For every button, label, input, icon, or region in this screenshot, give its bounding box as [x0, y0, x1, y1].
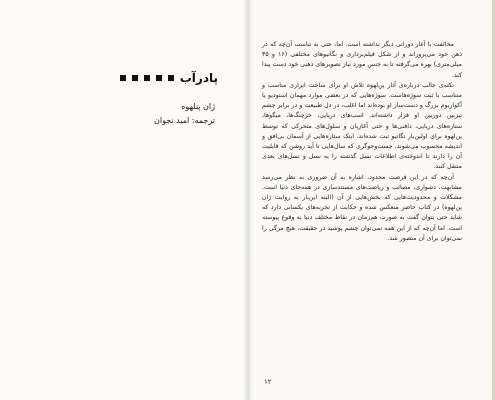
- paragraph: مخالفت با آغاز دورانی دیگر نداشته است. اما، حتی به تناسب آن‌چه که در ذهن خود می‌پروراند و از شکل فیلم‌برداری و نگاتیوهای مختلفی (۱۶ و ۳۵ میلی‌متری) بهره می‌گرفته تا به جنس مورد نیاز تصویرهای ذهنی خود دست پیدا کند.: [262, 41, 462, 79]
- body-text: [262, 40, 462, 244]
- square-ornament-icon: [132, 75, 138, 81]
- page-number: ۱۲: [264, 378, 272, 386]
- left-page: [0, 0, 247, 400]
- book-gutter: [243, 0, 253, 400]
- square-ornament-icon: [120, 75, 126, 81]
- paragraph: نکته‌ی جالب درباره‌ی آثار پن‌لهوه تلاش او برای ساخت ابزاری مناسب و متناسب با ثبت سوژه‌هاست. سوژه‌هایی که در بعضی موارد مهمان استودیو یا آکواریوم بزرگ و دست‌ساز او بوده‌اند اما اغلب، در دل طبیعت و در برابر چشم تیزبین دوربین او قرار داشته‌اند. اسب‌های دریایی، خرچنگ‌ها، میگوها، ستاره‌های دریایی، دافنی‌ها و حتی آغازیان و سلول‌های متحرکی که توسط پن‌لهوه برای اولین‌بار نگاتیو ثبت شده‌اند. اینک ستاره‌هایی از آسمان بی‌افق و اندیشه محسوب می‌شوند. جست‌وجوگری که سال‌هایی تا آید روشن که قابلیت آن را دارند تا اندوخته‌ی اطلاعات نسل گذشته را به نسل و نسل‌های بعدی منتقل کنند.: [262, 81, 462, 171]
- square-ornament-icon: [144, 75, 150, 81]
- author-name: ژان پنلهوه: [181, 102, 215, 111]
- square-ornament-icon: [168, 75, 174, 81]
- square-ornament-icon: [156, 75, 162, 81]
- translator-name: ترجمه: امید نجوان: [153, 116, 215, 125]
- section-heading: [108, 68, 218, 88]
- credits: [95, 100, 215, 128]
- section-title: پادرآب: [179, 71, 218, 85]
- paragraph: آن‌چه که در این فرصت محدود، اشاره به آن ضروری به نظر می‌رسد مشابهت، دشواری، مصائب و ریاضت‌های مستندسازی در همه‌جای دنیا است. مشکلات و محدودیت‌هایی که بخش‌هایی از آن (البته این‌بار به روایت ژان پن‌لهوه) در کتاب حاضر منعکس شده و حکایت از تجربه‌های یکسانی دارد که شاید حتی بتوان گفت به صورت هم‌زمان در نقاط مختلف دنیا به وقوع پیوسته است. اما آن‌چه که از این همه نمی‌توان چشم پوشید در حقیقت، هیچ مرگی را نمی‌توان برای آن متصور شد.: [262, 173, 462, 242]
- decorative-squares: [120, 75, 174, 81]
